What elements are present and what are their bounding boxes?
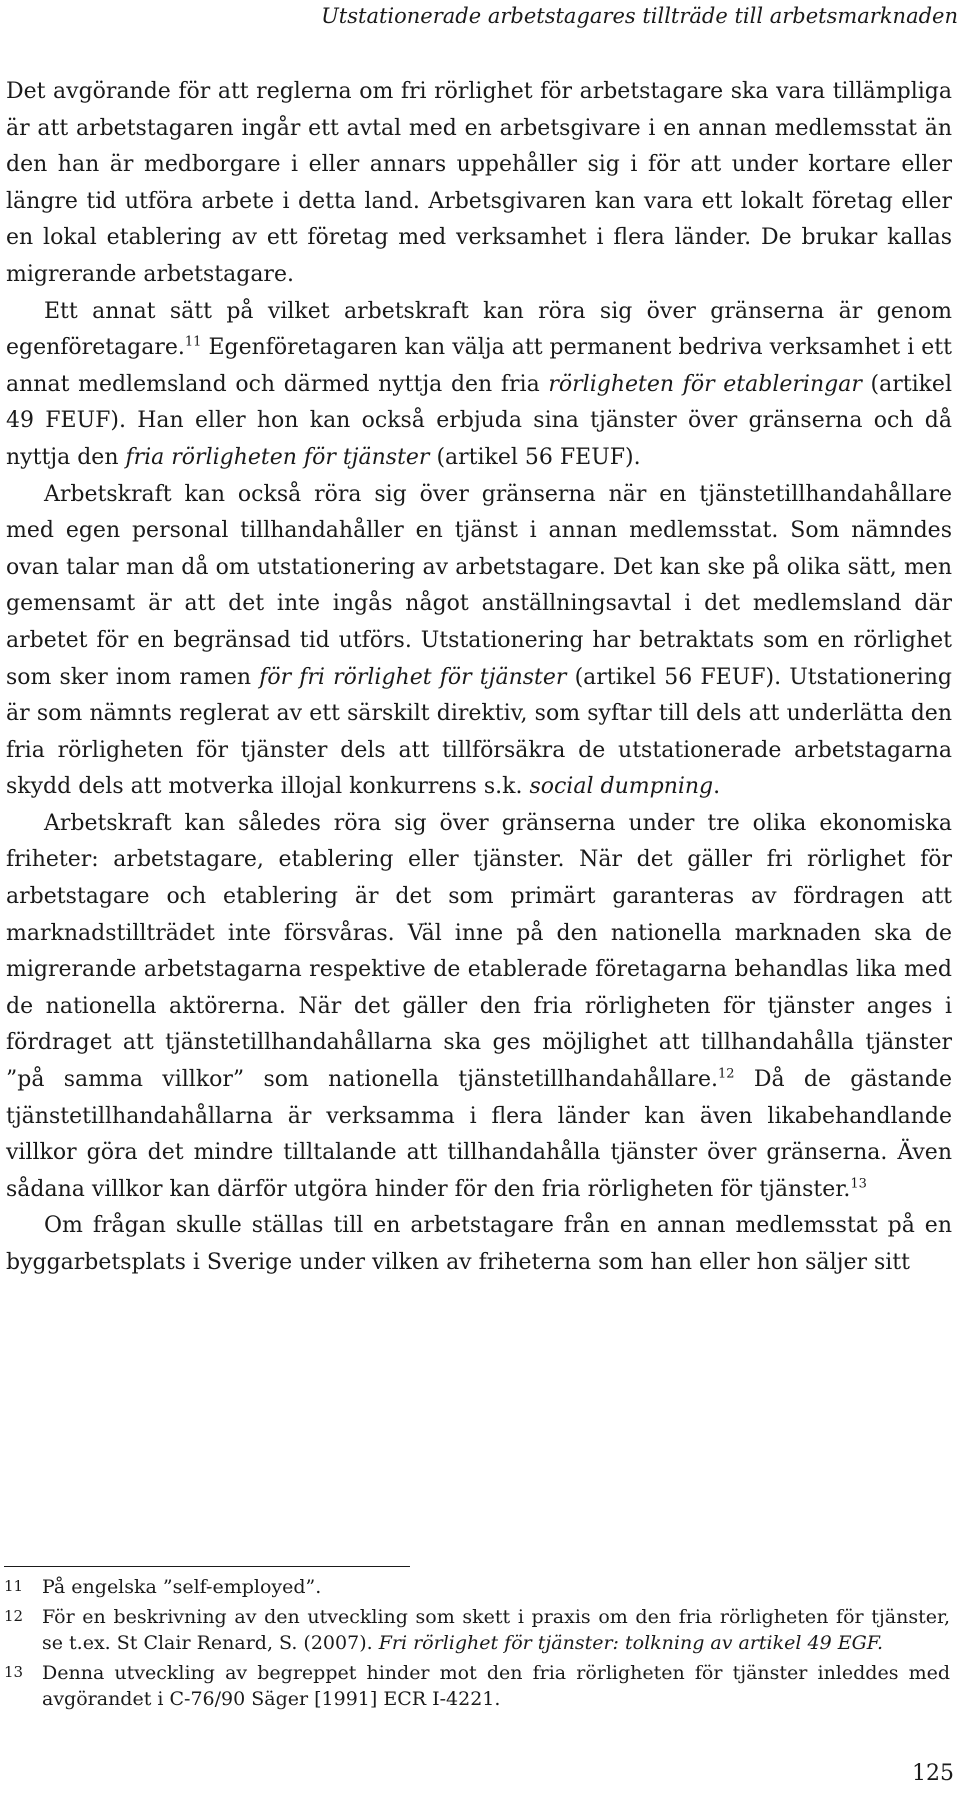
italic-text: Fri rörlighet för tjänster: tolkning av artikel 49 EGF. (378, 1632, 884, 1654)
text-run: . (713, 774, 721, 800)
text-run: (artikel 56 FEUF). (429, 444, 641, 470)
footnote-text (42, 1660, 950, 1713)
text-run: Arbetskraft kan också röra sig över gränserna när en tjänstetillhandahållare med egen personal tillhandahåller en tjänst i annan medlemsstat. Som nämndes ovan talar man då om utstationering av arbetstagare. Det kan ske på olika sätt, men gemensamt är att det inte ingås något anställningsavtal i det medlemsland där arbetet för en begränsad tid utförs. Utstationering har betraktats som en rörlighet som sker inom ramen (6, 481, 952, 690)
footnote-ref: 11 (184, 334, 202, 350)
text-run: Det avgörande för att reglerna om fri rörlighet för arbetstagare ska vara tillämpliga är att arbetstagaren ingår ett avtal med en arbetsgivare i en annan medlemsstat än den han är medborgare i eller annars uppehåller sig i för att under kortare eller längre tid utföra arbete i detta land. Arbetsgivaren kan vara ett lokalt företag eller en lokal etablering av ett företag med verksamhet i flera länder. De brukar kallas migrerande arbetstagare. (6, 79, 952, 287)
body-text (6, 74, 952, 1282)
text-run: Denna utveckling av begreppet hinder mot den fria rörligheten för tjänster inleddes med avgörandet i C-76/90 Säger [1991] ECR I-4221. (42, 1661, 950, 1710)
footnote (4, 1574, 950, 1601)
text-run: Om frågan skulle ställas till en arbetstagare från en annan medlemsstat på en byggarbetsplats i Sverige under vilken av friheterna som han eller hon säljer sitt (6, 1213, 952, 1275)
paragraph (6, 1208, 952, 1281)
footnote-text (42, 1604, 950, 1657)
footnote-number: 13 (4, 1662, 24, 1681)
paragraph (6, 294, 952, 477)
footnote-number: 12 (4, 1606, 24, 1625)
text-run: Ett annat sätt på vilket arbetskraft kan röra sig över gränserna är genom egenföretagare. (6, 298, 952, 361)
text-run: (artikel 49 FEUF). Han eller hon kan också erbjuda sina tjänster över gränserna och då nyttja den (6, 371, 952, 470)
footnote-text (42, 1574, 950, 1601)
italic-text: fria rörligheten för tjänster (125, 444, 430, 470)
italic-text: rörligheten för etableringar (548, 371, 862, 397)
paragraph (6, 477, 952, 806)
footnote (4, 1604, 950, 1657)
text-run: Egenföretagaren kan välja att permanent bedriva verksamhet i ett annat medlemsland och därmed nyttja den fria (6, 335, 952, 397)
paragraph (6, 74, 952, 294)
footnote (4, 1660, 950, 1713)
footnote-divider (4, 1566, 410, 1567)
running-head: Utstationerade arbetstagares tillträde till arbetsmarknaden (321, 4, 958, 28)
paragraph (6, 806, 952, 1209)
footnote-ref: 12 (717, 1066, 735, 1082)
text-run: På engelska ”self-employed”. (42, 1576, 322, 1598)
footnote-ref: 13 (850, 1176, 867, 1192)
text-run: Arbetskraft kan således röra sig över gränserna under tre olika ekonomiska friheter: arbetstagare, etablering eller tjänster. När det gäller fri rörlighet för arbetstagare och etablering är det som primärt garanteras av fördragen att marknadstillträdet inte försvåras. Väl inne på den nationella marknaden ska de migrerande arbetstagarna respektive de etablerade företagarna behandlas lika med de nationella aktörerna. När det gäller den fria rörligheten för tjänster anges i fördraget att tjänstetillhandahållarna ska ges möjlighet att tillhandahålla tjänster ”på samma villkor” som nationella tjänstetillhandahållare. (6, 810, 952, 1093)
italic-text: för fri rörlighet för tjänster (259, 664, 567, 690)
italic-text: social dumpning (529, 774, 714, 800)
text-run: För en beskrivning av den utveckling som skett i praxis om den fria rörligheten för tjänster, se t.ex. St Clair Renard, S. (2007). (42, 1605, 950, 1654)
page-number: 125 (912, 1761, 954, 1786)
text-run: Då de gästande tjänstetillhandahållarna är verksamma i flera länder kan även likabehandlande villkor göra det mindre tilltalande att tillhandahålla tjänster över gränserna. Även sådana villkor kan därför utgöra hinder för den fria rörligheten för tjänster. (6, 1067, 952, 1202)
footnotes (4, 1574, 950, 1716)
text-run: (artikel 56 FEUF). Utstationering är som nämnts reglerat av ett särskilt direktiv, som syftar till dels att underlätta den fria rörligheten för tjänster dels att tillförsäkra de utstationerade arbetstagarna skydd dels att motverka illojal konkurrens s.k. (6, 664, 952, 800)
footnote-number: 11 (4, 1577, 24, 1595)
